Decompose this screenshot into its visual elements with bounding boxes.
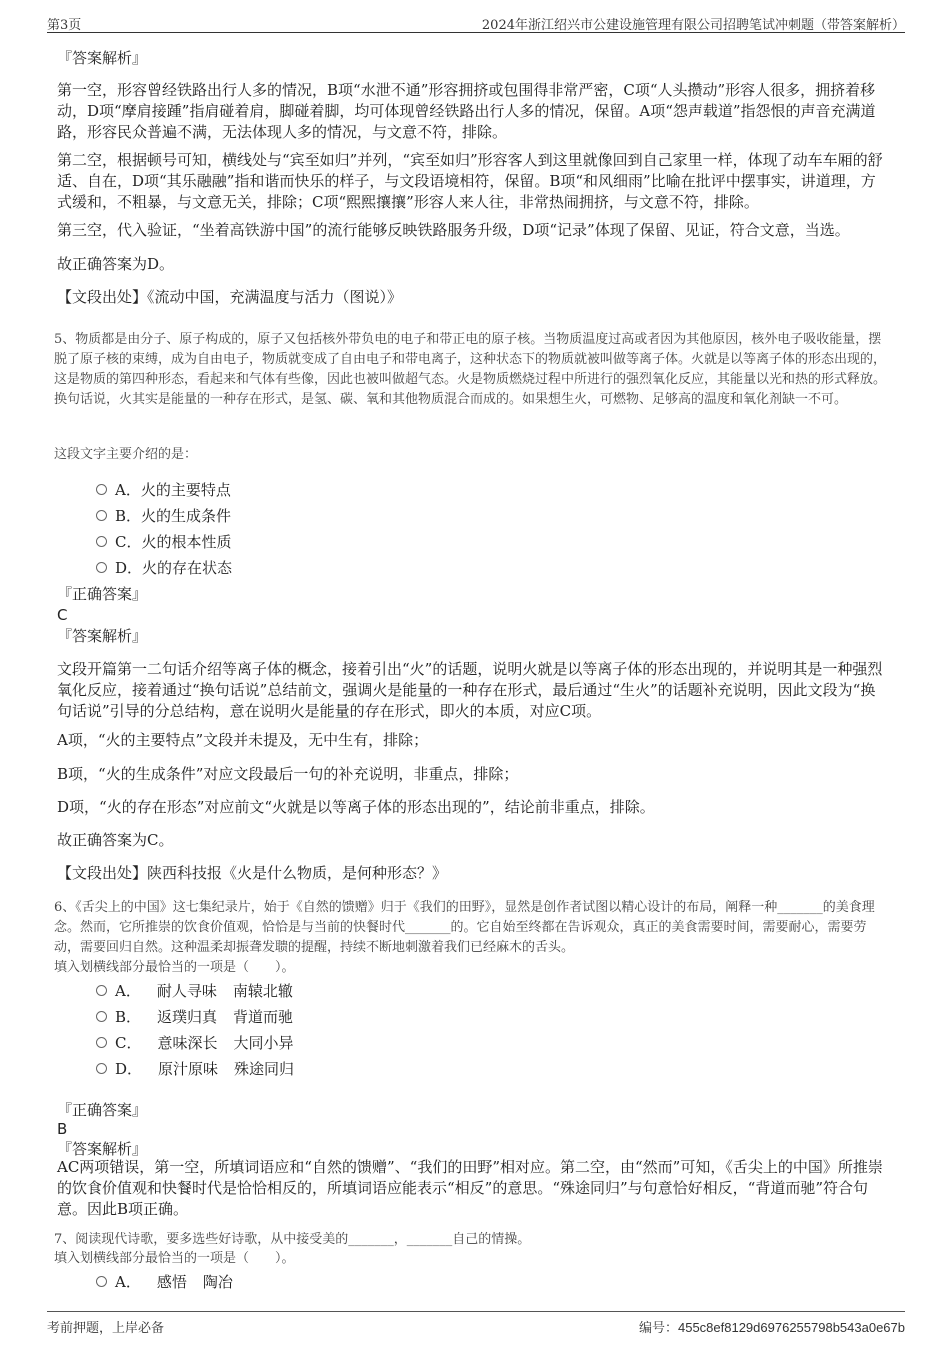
q7-question: 填入划横线部分最恰当的一项是（ ）。 — [54, 1251, 295, 1266]
radio-icon[interactable] — [96, 1011, 107, 1022]
q7-stem: 7、阅读现代诗歌，要多选些好诗歌，从中接受美的_______，_______自己的情操。 — [54, 1232, 531, 1247]
radio-icon[interactable] — [96, 484, 107, 495]
q6-option-c[interactable]: C． 意味深长 大同小异 — [96, 1033, 294, 1053]
page-header — [47, 12, 905, 33]
q4-explanation-p1: 第一空，形容曾经铁路出行人多的情况，B项“水泄不通”形容拥挤或包围得非常严密，C项“人头攒动”形容人很多，拥挤着移动，D项“摩肩接踵”指肩碰着肩，脚碰着脚，均可体现曾经铁路出行人多的情况，保留。A项“怨声载道”指怨恨的声音充满道路，形容民众普遍不满，无法体现人多的情况，与文意不符，排除。 — [57, 81, 876, 141]
document-id: 编号：455c8ef8129d6976255798b543a0e67b — [638, 1320, 905, 1336]
q6-answer-label: 『正确答案』 — [57, 1101, 148, 1119]
q4-jiexi-label: 『答案解析』 — [57, 49, 148, 67]
q5-explanation-p2: A项，“火的主要特点”文段并未提及，无中生有，排除； — [57, 731, 429, 749]
q5-explanation-p1: 文段开篇第一二句话介绍等离子体的概念，接着引出“火”的话题，说明火就是以等离子体的形态出现的，并说明其是一种强烈氧化反应，接着通过“换句话说”总结前文，强调火是能量的一种存在形式，最后通过“生火”的话题补充说明，因此文段为“换句话说”引导的分总结构，意在说明火是能量的存在形式，即火的本质，对应C项。 — [57, 660, 883, 720]
radio-icon[interactable] — [96, 1063, 107, 1074]
q5-jiexi-label: 『答案解析』 — [57, 627, 148, 645]
q6-jiexi-label: 『答案解析』 — [57, 1140, 148, 1158]
q4-explanation-p2: 第二空，根据顿号可知，横线处与“宾至如归”并列，“宾至如归”形容客人到这里就像回到自己家里一样，体现了动车车厢的舒适、自在，D项“其乐融融”指和谐而快乐的样子，与文段语境相符，保留。B项“和风细雨”比喻在批评中摆事实，讲道理，方式缓和，不粗暴，与文意无关，排除；C项“熙熙攘攘”形容人来人往，非常热闹拥挤，与文意不符，排除。 — [57, 151, 883, 211]
q6-option-a[interactable]: A． 耐人寻味 南辕北辙 — [96, 981, 293, 1001]
page-footer — [47, 1311, 905, 1336]
q6-stem: 6、《舌尖上的中国》这七集纪录片，始于《自然的馈赠》归于《我们的田野》，显然是创作者试图以精心设计的布局，阐释一种_______的美食理念。然而，它所推崇的饮食价值观，恰恰是与当前的快餐时代_______的。它自始至终都在告诉观众，真正的美食需要时间，需要耐心，需要劳动，需要回归自然。这种温柔却振聋发聩的提醒，持续不断地刺激着我们已经麻木的舌头。 — [54, 900, 875, 955]
document-title: 2024年浙江绍兴市公建设施管理有限公司招聘笔试冲刺题（带答案解析） — [481, 18, 905, 33]
q6-option-d[interactable]: D． 原汁原味 殊途同归 — [96, 1059, 294, 1079]
q6-explanation: AC两项错误，第一空，所填词语应和“自然的馈赠”、“我们的田野”相对应。第二空，由“然而”可知，《舌尖上的中国》所推崇的饮食价值观和快餐时代是恰恰相反的，所填词语应能表示“相反”的意思。“殊途同归”与句意恰好相反，“背道而驰”符合句意。因此B项正确。 — [57, 1158, 883, 1218]
q5-stem: 5、物质都是由分子、原子构成的，原子又包括核外带负电的电子和带正电的原子核。当物质温度过高或者因为其他原因，核外电子吸收能量，摆脱了原子核的束缚，成为自由电子，物质就变成了自由电子和带电离子，这种状态下的物质就被叫做等离子体。火就是以等离子体的形态出现的，这是物质的第四种形态，看起来和气体有些像，因此也被叫做超气态。火是物质燃烧过程中所进行的强烈氧化反应，其能量以光和热的形式释放。换句话说，火其实是能量的一种存在形式，是氢、碳、氧和其他物质混合而成的。如果想生火，可燃物、足够高的温度和氧化剂缺一不可。 — [54, 332, 887, 407]
page-number: 第3页 — [47, 18, 82, 33]
q5-question: 这段文字主要介绍的是： — [54, 447, 198, 462]
q5-option-d[interactable]: D．火的存在状态 — [96, 558, 232, 578]
q5-answer-label: 『正确答案』 — [57, 585, 148, 603]
q5-explanation-p4: D项，“火的存在形态”对应前文“火就是以等离子体的形态出现的”，结论前非重点，排除。 — [57, 798, 655, 816]
radio-icon[interactable] — [96, 536, 107, 547]
q6-question: 填入划横线部分最恰当的一项是（ ）。 — [54, 960, 295, 975]
q4-explanation-p3: 第三空，代入验证，“坐着高铁游中国”的流行能够反映铁路服务升级，D项“记录”体现了保留、见证，符合文意，当选。 — [57, 221, 850, 239]
q6-answer: B — [57, 1120, 68, 1138]
radio-icon[interactable] — [96, 1037, 107, 1048]
q5-conclusion: 故正确答案为C。 — [57, 831, 174, 849]
q5-option-c[interactable]: C．火的根本性质 — [96, 532, 231, 552]
q5-explanation-p3: B项，“火的生成条件”对应文段最后一句的补充说明，非重点，排除； — [57, 765, 519, 783]
q5-answer: C — [57, 606, 68, 624]
radio-icon[interactable] — [96, 510, 107, 521]
q4-conclusion: 故正确答案为D。 — [57, 255, 175, 273]
radio-icon[interactable] — [96, 1276, 107, 1287]
q7-option-a[interactable]: A． 感悟 陶冶 — [96, 1272, 233, 1292]
footer-slogan: 考前押题，上岸必备 — [47, 1321, 165, 1336]
radio-icon[interactable] — [96, 562, 107, 573]
q6-option-b[interactable]: B． 返璞归真 背道而驰 — [96, 1007, 293, 1027]
q5-option-a[interactable]: A．火的主要特点 — [96, 480, 231, 500]
q5-source: 【文段出处】陕西科技报《火是什么物质，是何种形态？》 — [57, 864, 448, 882]
q5-option-b[interactable]: B．火的生成条件 — [96, 506, 231, 526]
radio-icon[interactable] — [96, 985, 107, 996]
q4-source: 【文段出处】《流动中国，充满温度与活力（图说）》 — [57, 288, 403, 306]
